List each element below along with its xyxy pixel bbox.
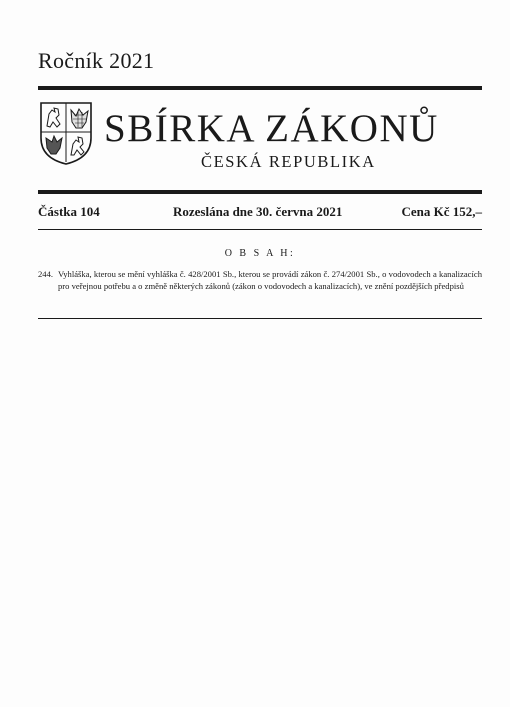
contents-heading: O B S A H:: [224, 248, 296, 259]
issue-divider: [38, 229, 482, 230]
issue-distribution-date: Rozeslána dne 30. června 2021: [173, 204, 343, 219]
entry-number: 244.: [38, 269, 54, 279]
contents-entry: [38, 268, 482, 292]
gazette-title: SBÍRKA ZÁKONŮ: [104, 107, 439, 150]
issue-price: Cena Kč 152,–: [401, 204, 482, 219]
entry-text: Vyhláška, kterou se mění vyhláška č. 428/2001 Sb., kterou se provádí zákon č. 274/2001 Sb., o vodovodech a kanalizacích pro veřejnou potřebu a o změně některých zákonů (zákon o vodovodech a kanalizacích), ve znění pozdějších předpisů: [58, 269, 482, 291]
top-divider: [38, 86, 482, 90]
volume-year: Ročník 2021: [38, 48, 155, 73]
contents-divider: [38, 318, 482, 319]
gazette-subtitle: ČESKÁ REPUBLIKA: [201, 152, 376, 171]
czech-coat-of-arms-icon: [38, 100, 94, 166]
issue-part: Částka 104: [38, 204, 100, 219]
header-divider: [38, 190, 482, 194]
